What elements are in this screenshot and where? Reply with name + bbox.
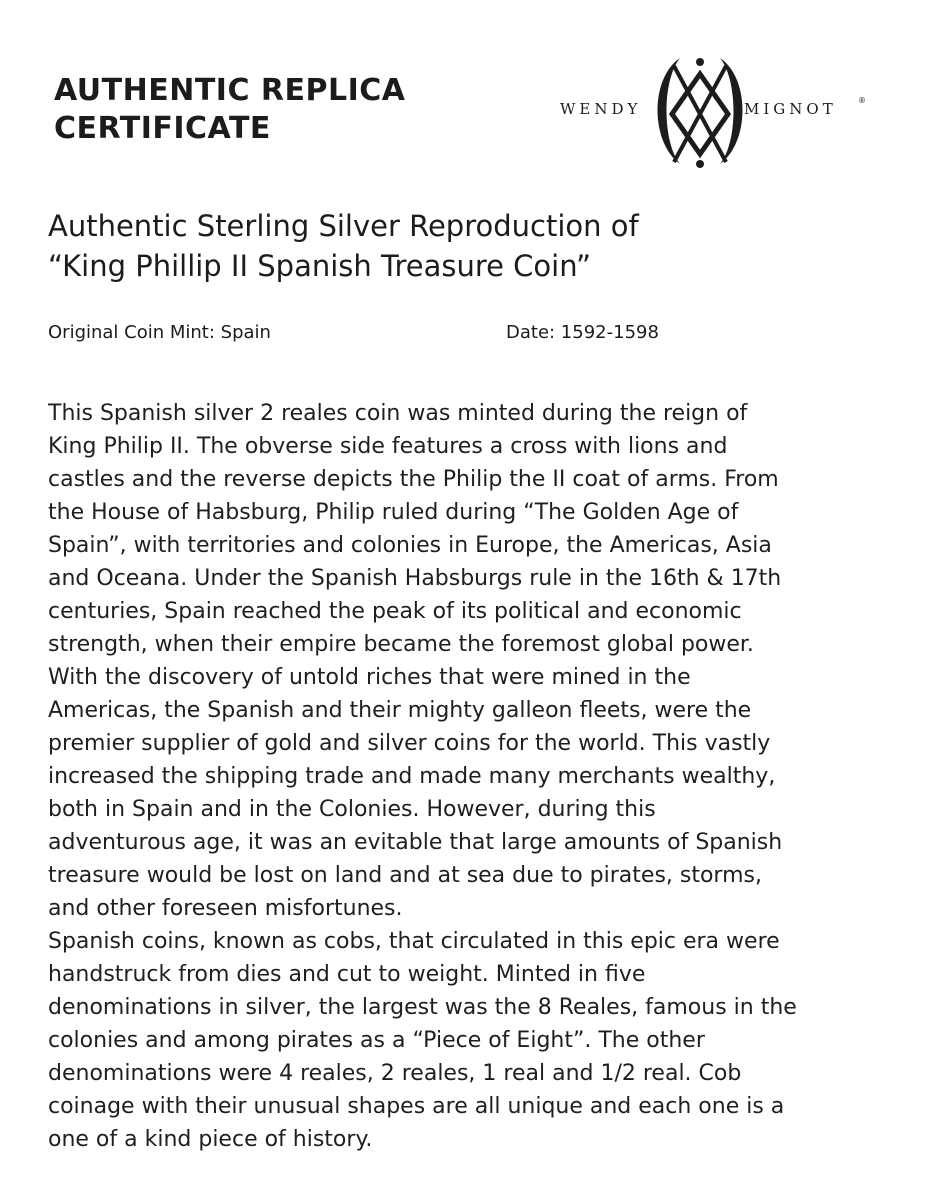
description-line: Americas, the Spanish and their mighty galleon fleets, were the [48, 698, 752, 723]
mint-date: Date: 1592-1598 [506, 322, 659, 343]
description-line: King Philip II. The obverse side features a cross with lions and [48, 434, 728, 459]
description-line: Spanish coins, known as cobs, that circulated in this epic era were [48, 929, 780, 954]
certificate-title [54, 72, 406, 148]
product-heading-line-2: “King Phillip II Spanish Treasure Coin” [48, 249, 592, 283]
logo-word-left: WENDY [560, 100, 642, 118]
product-heading-line-1: Authentic Sterling Silver Reproduction of [48, 209, 639, 243]
description-line: increased the shipping trade and made many merchants wealthy, [48, 764, 776, 789]
certificate-title-line-2: CERTIFICATE [54, 111, 271, 146]
description-line: the House of Habsburg, Philip ruled during “The Golden Age of [48, 500, 739, 525]
original-mint: Original Coin Mint: Spain [48, 322, 271, 343]
description-line: castles and the reverse depicts the Philip the II coat of arms. From [48, 467, 779, 492]
description-line: treasure would be lost on land and at sea due to pirates, storms, [48, 863, 762, 888]
description-line: coinage with their unusual shapes are all unique and each one is a [48, 1094, 785, 1119]
description-line: both in Spain and in the Colonies. However, during this [48, 797, 656, 822]
logo-monogram-icon [640, 52, 760, 172]
description-line: denominations were 4 reales, 2 reales, 1 real and 1/2 real. Cob [48, 1061, 742, 1086]
description-line: colonies and among pirates as a “Piece of Eight”. The other [48, 1028, 705, 1053]
description-line: centuries, Spain reached the peak of its political and economic [48, 599, 742, 624]
product-heading [48, 206, 639, 286]
certificate-title-line-1: AUTHENTIC REPLICA [54, 73, 406, 108]
description-line: denominations in silver, the largest was the 8 Reales, famous in the [48, 995, 797, 1020]
description-text [48, 397, 908, 1156]
description-line: adventurous age, it was an evitable that large amounts of Spanish [48, 830, 783, 855]
description-line: one of a kind piece of history. [48, 1127, 373, 1152]
description-line: and other foreseen misfortunes. [48, 896, 403, 921]
description-line: With the discovery of untold riches that were mined in the [48, 665, 691, 690]
description-line: premier supplier of gold and silver coins for the world. This vastly [48, 731, 771, 756]
brand-logo [560, 52, 880, 172]
description-line: handstruck from dies and cut to weight. Minted in five [48, 962, 646, 987]
description-line: Spain”, with territories and colonies in Europe, the Americas, Asia [48, 533, 772, 558]
description-line: This Spanish silver 2 reales coin was minted during the reign of [48, 401, 748, 426]
logo-word-right: MIGNOT [744, 100, 837, 118]
registered-mark: ® [858, 96, 866, 105]
description-line: and Oceana. Under the Spanish Habsburgs rule in the 16th & 17th [48, 566, 782, 591]
description-line: strength, when their empire became the foremost global power. [48, 632, 754, 657]
